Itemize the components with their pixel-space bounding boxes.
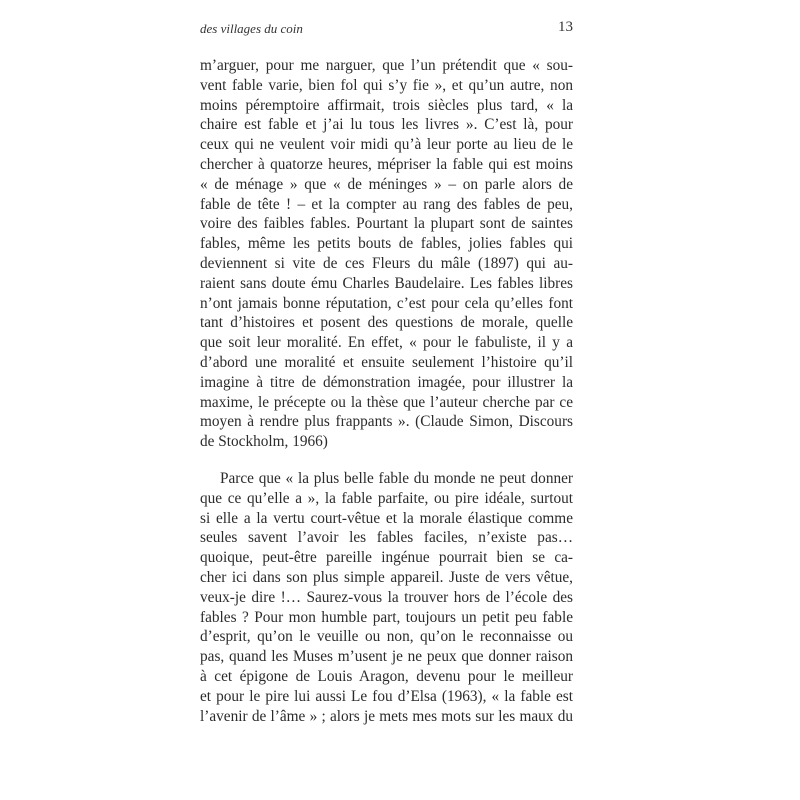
text-line: Parce que « la plus belle fable du monde ne peut donner bbox=[220, 469, 573, 487]
text-line: et pour le pire lui aussi Le fou d’Elsa (1963), « la fable est bbox=[200, 687, 573, 705]
text-line: quoique, peut-être pareille ingénue pourrait bien se ca- bbox=[200, 549, 573, 567]
page-number: 13 bbox=[558, 19, 573, 35]
text-line: maxime, le précepte ou la thèse que l’auteur cherche par ce bbox=[200, 393, 573, 411]
text-line: seules savent l’avoir les fables faciles, n’existe pas… bbox=[200, 529, 573, 547]
text-line: chaire est fable et j’ai lu tous les livres ». C’est là, pour bbox=[200, 116, 573, 134]
text-line: d’abord une moralité et ensuite seulement l’histoire qu’il bbox=[200, 353, 573, 371]
text-line: imagine à titre de démonstration imagée, pour illustrer la bbox=[200, 373, 573, 391]
text-line: que ce qu’elle a », la fable parfaite, ou pire idéale, surtout bbox=[200, 489, 573, 507]
paragraph-1 bbox=[200, 56, 573, 452]
text-line: deviennent si vite de ces Fleurs du mâle (1897) qui au- bbox=[200, 254, 573, 272]
running-title: des villages du coin bbox=[200, 21, 303, 36]
text-line: si elle a la vertu court-vêtue et la morale élastique comme bbox=[200, 509, 573, 527]
text-line: à cet épigone de Louis Aragon, devenu pour le meilleur bbox=[200, 667, 573, 685]
paragraph-2 bbox=[200, 469, 573, 726]
text-line: fables, même les petits bouts de fables, jolies fables qui bbox=[200, 235, 573, 253]
text-line: fable de tête ! – et la compter au rang des fables de peu, bbox=[200, 195, 573, 213]
text-line: vent fable varie, bien fol qui s’y fie », et qu’un autre, non bbox=[200, 76, 573, 94]
text-line: m’arguer, pour me narguer, que l’un prétendit que « sou- bbox=[200, 57, 573, 74]
text-line: d’esprit, qu’on le veuille ou non, qu’on le reconnaisse ou bbox=[200, 628, 573, 646]
text-line: veux-je dire !… Saurez-vous la trouver hors de l’école des bbox=[200, 588, 573, 606]
body-text bbox=[200, 56, 573, 726]
text-line: n’ont jamais bonne réputation, c’est pour cela qu’elles font bbox=[200, 294, 573, 312]
text-line: moins péremptoire affirmait, trois siècles plus tard, « la bbox=[200, 96, 573, 114]
page-header bbox=[200, 19, 573, 39]
text-line: que soit leur moralité. En effet, « pour le fabuliste, il y a bbox=[200, 334, 573, 352]
text-line: cher ici dans son plus simple appareil. Juste de vers vêtue, bbox=[200, 568, 573, 586]
text-line: ceux qui ne veulent voir midi qu’à leur porte au lieu de le bbox=[200, 136, 573, 154]
text-line: voire des faibles fables. Pourtant la plupart sont de saintes bbox=[200, 215, 573, 233]
text-line: tant d’histoires et posent des questions de morale, quelle bbox=[200, 314, 573, 332]
text-line: de Stockholm, 1966) bbox=[200, 433, 328, 451]
text-line: moyen à rendre plus frappants ». (Claude Simon, Discours bbox=[200, 413, 573, 431]
text-line: chercher à quatorze heures, mépriser la fable qui est moins bbox=[200, 155, 573, 173]
text-line: l’avenir de l’âme » ; alors je mets mes mots sur les maux du bbox=[200, 707, 573, 725]
text-line: pas, quand les Muses m’usent je ne peux que donner raison bbox=[200, 648, 573, 666]
text-line: « de ménage » que « de méninges » – on parle alors de bbox=[200, 175, 573, 193]
text-line: raient sans doute ému Charles Baudelaire. Les fables libres bbox=[200, 274, 573, 292]
text-line: fables ? Pour mon humble part, toujours un petit peu fable bbox=[200, 608, 573, 626]
